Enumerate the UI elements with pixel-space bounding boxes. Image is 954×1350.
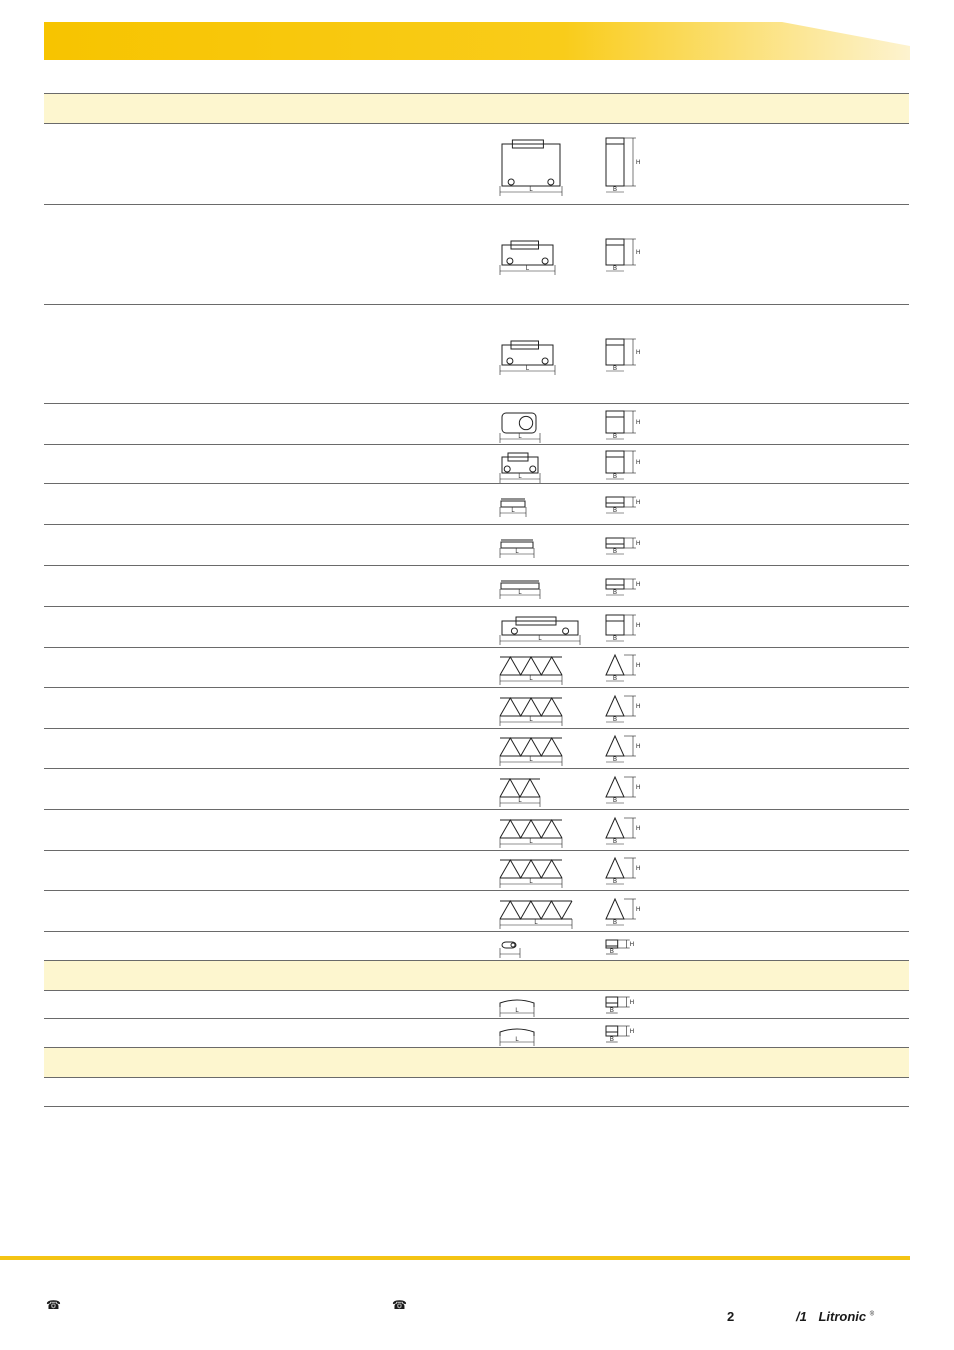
svg-text:H: H: [636, 420, 641, 426]
crawler-track-pair-l-icon: [500, 134, 562, 196]
svg-text:B: B: [612, 187, 618, 193]
svg-text:L: L: [518, 434, 522, 440]
svg-text:L: L: [511, 508, 515, 514]
pendant-bar-b-l-icon: [500, 1022, 534, 1046]
phone-icon: ☎: [46, 1298, 61, 1312]
lattice-section-d-b-icon: [604, 854, 644, 888]
pendant-bar-a-l-icon: [500, 993, 534, 1017]
svg-text:H: H: [636, 582, 641, 588]
svg-text:H: H: [629, 1000, 635, 1006]
phone-icon: ☎: [392, 1298, 407, 1312]
svg-text:L: L: [529, 717, 533, 723]
table-row: [44, 566, 909, 607]
table-row: [44, 991, 909, 1019]
boom-head-l-icon: [500, 611, 580, 645]
a-frame-l-icon: [500, 447, 540, 483]
svg-text:L: L: [515, 1037, 519, 1043]
lattice-section-d-l-icon: [500, 854, 562, 888]
svg-text:H: H: [636, 250, 641, 256]
counterweight-plate-l-icon: [500, 493, 526, 517]
lattice-section-b-b-icon: [604, 732, 644, 766]
svg-text:L: L: [518, 590, 522, 596]
svg-text:H: H: [636, 826, 641, 832]
svg-text:B: B: [612, 434, 618, 440]
lattice-section-short-b-icon: [604, 773, 644, 807]
table-row: [44, 1019, 909, 1048]
svg-text:H: H: [636, 350, 641, 356]
page-number: 2: [727, 1309, 735, 1324]
lattice-section-b-l-icon: [500, 732, 562, 766]
counterweight-plate-b-icon: [604, 493, 644, 517]
section-header-row: [44, 93, 909, 124]
counterweight-tray-l-icon: [500, 575, 540, 599]
svg-text:B: B: [609, 1008, 614, 1014]
lattice-boom-foot-b-icon: [604, 651, 644, 685]
table-row: [44, 851, 909, 891]
svg-text:B: B: [612, 879, 618, 885]
lattice-boom-foot-l-icon: [500, 651, 562, 685]
svg-text:B: B: [609, 949, 614, 955]
table-row: [44, 525, 909, 566]
svg-text:H: H: [636, 663, 641, 669]
pendant-bar-a-b-icon: [604, 993, 635, 1017]
svg-text:L: L: [529, 757, 533, 763]
svg-text:B: B: [612, 590, 618, 596]
pulley-block-b-icon: [604, 936, 635, 958]
svg-text:L: L: [515, 549, 519, 555]
header-banner: [44, 22, 910, 60]
table-row: [44, 124, 909, 205]
lattice-section-c-l-icon: [500, 814, 562, 848]
svg-text:L: L: [525, 266, 530, 272]
logo-mark: /1: [796, 1309, 807, 1324]
table-row: [44, 810, 909, 851]
svg-text:B: B: [612, 757, 618, 763]
lattice-section-c-b-icon: [604, 814, 644, 848]
svg-text:L: L: [529, 676, 533, 682]
svg-text:H: H: [636, 541, 641, 547]
lattice-section-a-l-icon: [500, 692, 562, 726]
svg-text:L: L: [529, 839, 533, 845]
svg-text:B: B: [612, 676, 618, 682]
svg-text:H: H: [636, 907, 641, 913]
crawler-track-pair-b-icon: [604, 134, 644, 196]
svg-text:H: H: [636, 785, 641, 791]
table-row: [44, 932, 909, 961]
svg-text:B: B: [612, 920, 618, 926]
svg-text:H: H: [636, 744, 641, 750]
svg-text:H: H: [636, 500, 641, 506]
table-row: [44, 305, 909, 404]
svg-text:B: B: [612, 474, 618, 480]
svg-text:B: B: [612, 798, 618, 804]
svg-text:H: H: [636, 160, 641, 166]
counterweight-slab-l-icon: [500, 534, 534, 558]
a-frame-b-icon: [604, 447, 644, 483]
table-row: [44, 1078, 909, 1107]
svg-text:L: L: [518, 798, 522, 804]
lattice-section-short-l-icon: [500, 773, 540, 807]
svg-text:L: L: [529, 187, 533, 193]
table-row: [44, 769, 909, 810]
footer-accent-line: [0, 1256, 910, 1260]
counterweight-slab-b-icon: [604, 534, 644, 558]
superstructure-carbody-l-icon: [500, 235, 555, 275]
table-row: [44, 484, 909, 525]
pulley-block-l-icon: [500, 936, 520, 958]
svg-text:H: H: [629, 942, 635, 948]
brand-logo: [796, 1309, 874, 1324]
svg-text:L: L: [515, 1008, 519, 1014]
svg-text:B: B: [612, 717, 618, 723]
lattice-section-a-b-icon: [604, 692, 644, 726]
svg-text:L: L: [529, 879, 533, 885]
svg-text:B: B: [612, 549, 618, 555]
jib-head-l-icon: [500, 895, 572, 929]
superstructure-base-l-icon: [500, 335, 555, 375]
svg-text:L: L: [518, 474, 522, 480]
superstructure-carbody-b-icon: [604, 235, 644, 275]
pendant-bar-b-b-icon: [604, 1022, 635, 1046]
table-row: [44, 729, 909, 769]
svg-text:H: H: [636, 866, 641, 872]
table-row: [44, 891, 909, 932]
svg-text:L: L: [525, 366, 530, 372]
svg-text:L: L: [538, 636, 542, 642]
svg-text:B: B: [612, 366, 618, 372]
svg-text:H: H: [636, 623, 641, 629]
jib-head-b-icon: [604, 895, 644, 929]
svg-text:L: L: [534, 920, 538, 926]
component-table: [44, 93, 909, 1107]
section-header-row: [44, 961, 909, 991]
boom-head-b-icon: [604, 611, 644, 645]
table-row: [44, 404, 909, 445]
table-row: [44, 688, 909, 729]
svg-text:B: B: [612, 266, 618, 272]
svg-text:H: H: [636, 460, 641, 466]
section-header-row: [44, 1048, 909, 1078]
hook-block-b-icon: [604, 407, 644, 443]
logo-registered-mark: ®: [869, 1311, 875, 1318]
table-row: [44, 648, 909, 688]
svg-text:H: H: [636, 704, 641, 710]
logo-text: Litronic: [818, 1309, 867, 1324]
hook-block-l-icon: [500, 407, 540, 443]
table-row: [44, 445, 909, 484]
table-row: [44, 205, 909, 305]
svg-text:B: B: [612, 636, 618, 642]
svg-text:B: B: [609, 1037, 614, 1043]
svg-text:H: H: [629, 1029, 635, 1035]
svg-text:B: B: [612, 508, 618, 514]
counterweight-tray-b-icon: [604, 575, 644, 599]
superstructure-base-b-icon: [604, 335, 644, 375]
table-row: [44, 607, 909, 648]
svg-text:B: B: [612, 839, 618, 845]
